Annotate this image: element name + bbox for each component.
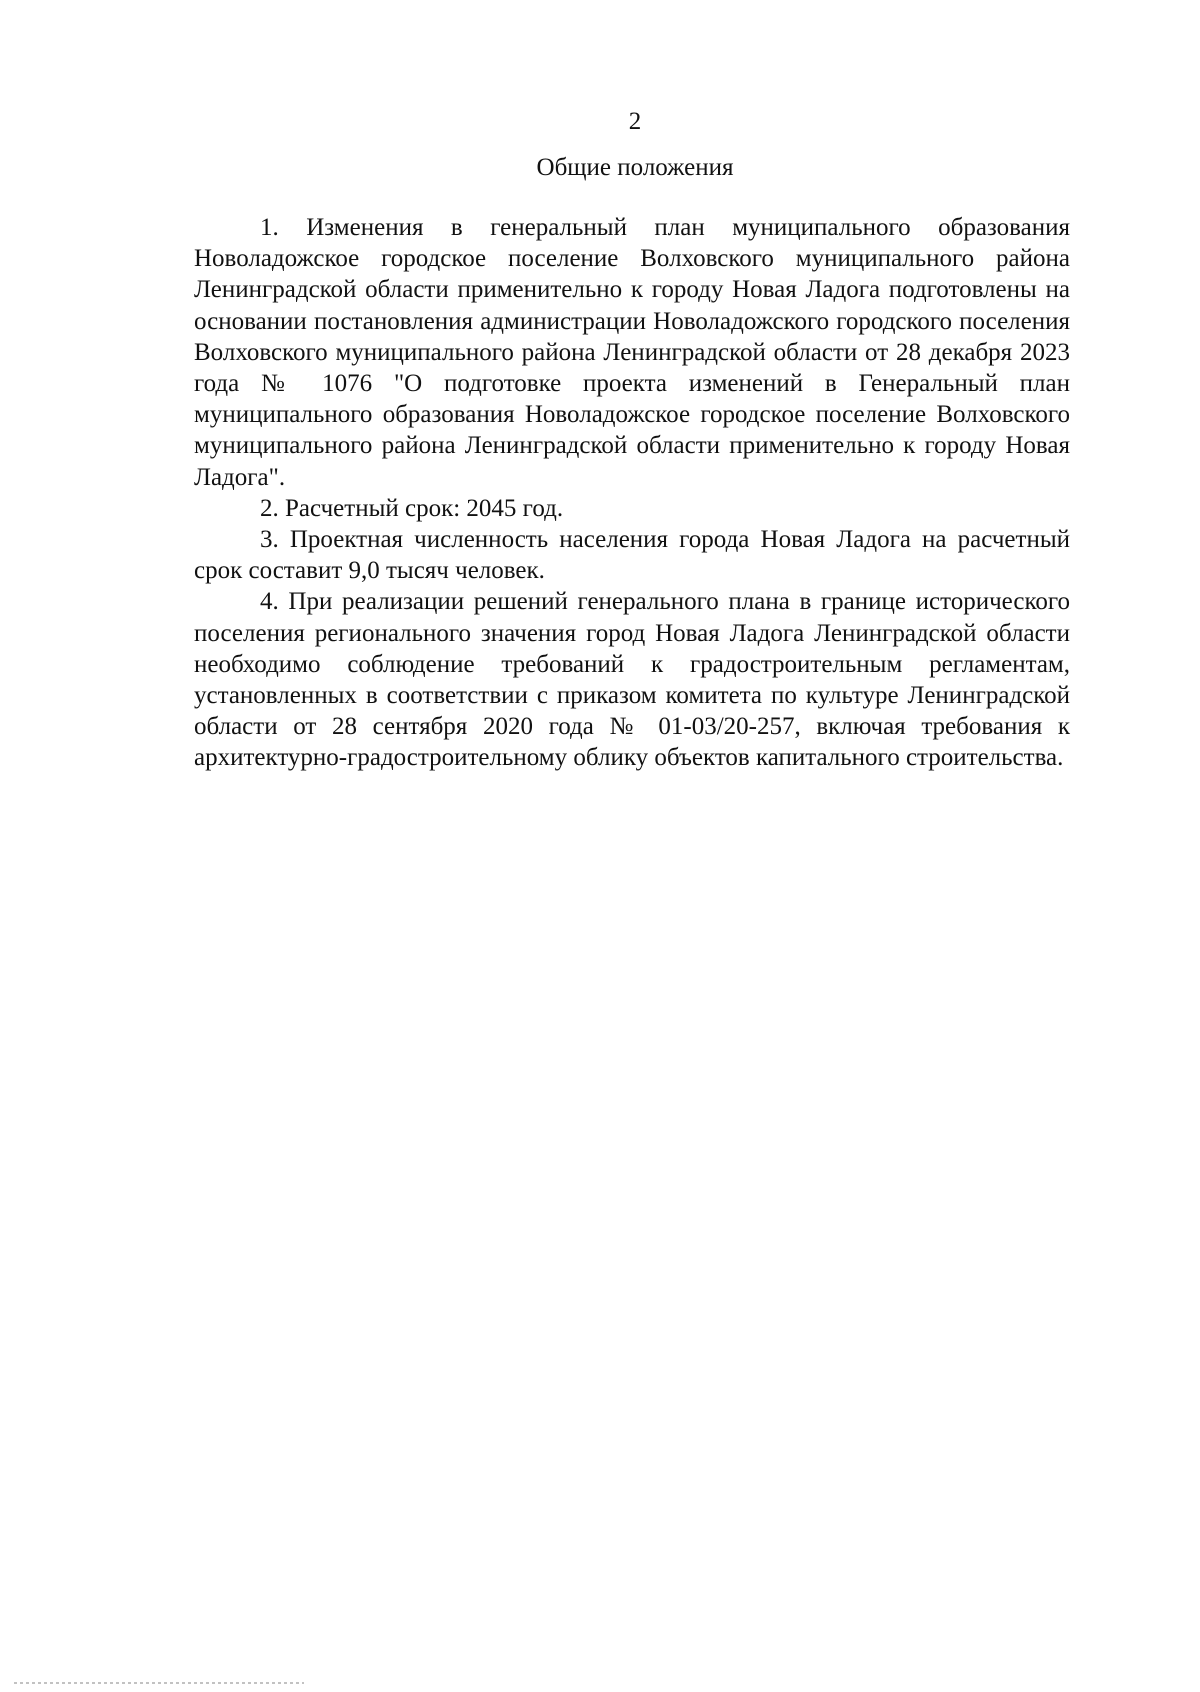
paragraph-2: 2. Расчетный срок: 2045 год. <box>260 494 564 522</box>
section-title: Общие положения <box>536 154 734 181</box>
paragraph-4: 4. При реализации решений генерального плана в границе исторического поселения регионального значения город Новая Ладога Ленинградской области необходимо соблюдение требований к градостроительным регламентам, установленных в соответствии с приказом комитета по культуре Ленинградской области от 28 сентября 2020 года № 01-03/20-257, включая требования к архитектурно-градостроительному облику объектов капитального строительства. <box>194 588 1070 772</box>
body-text <box>194 212 1070 774</box>
scan-artifact-line <box>14 1682 304 1684</box>
paragraph-3: 3. Проектная численность населения города Новая Ладога на расчетный срок составит 9,0 тысяч человек. <box>194 526 1070 585</box>
page-number: 2 <box>628 108 642 135</box>
paragraph-1: 1. Изменения в генеральный план муниципального образования Новоладожское городское поселение Волховского муниципального района Ленинградской области применительно к городу Новая Ладога подготовлены на основании постановления администрации Новоладожского городского поселения Волховского муниципального района Ленинградской области от 28 декабря 2023 года № 1076 "О подготовке проекта изменений в Генеральный план муниципального образования Новоладожское городское поселение Волховского муниципального района Ленинградской области применительно к городу Новая Ладога". <box>194 214 1070 491</box>
